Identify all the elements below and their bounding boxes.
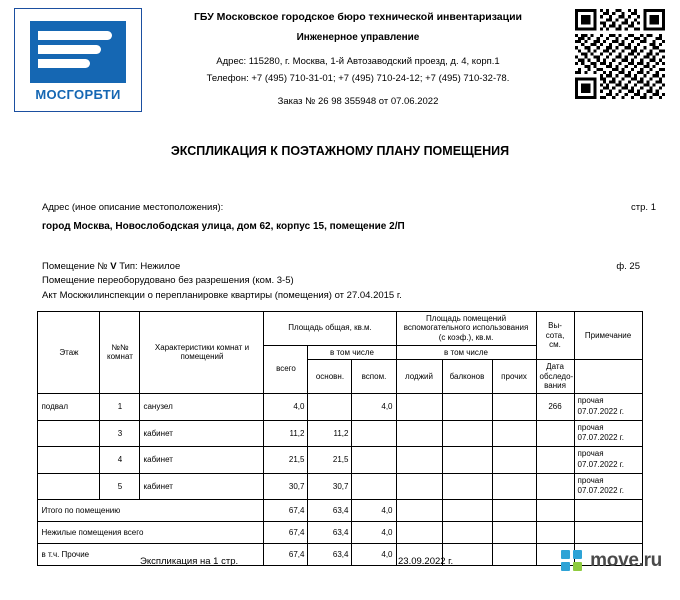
cell-height — [536, 473, 574, 500]
th-loggia: лоджий — [396, 360, 442, 394]
org-address: Адрес: 115280, г. Москва, 1-й Автозаводский проезд, д. 4, корп.1 — [216, 55, 500, 67]
address-value: город Москва, Новослободская улица, дом 62, корпус 15, помещение 2/П — [42, 221, 405, 232]
cell-room-no: 5 — [100, 473, 140, 500]
th-including: в том числе — [308, 345, 396, 360]
bti-logo — [14, 8, 142, 112]
premise-note-line: Помещение переоборудовано без разрешения (ком. 3-5) — [42, 275, 294, 287]
total-total: 67,4 — [264, 522, 308, 544]
th-empty-spacer — [574, 360, 642, 394]
cell-note — [574, 393, 642, 420]
order-number: Заказ № 26 98 355948 от 07.06.2022 — [277, 96, 439, 108]
pages-note: Экспликация на 1 стр. — [140, 556, 239, 567]
cell-floor — [38, 420, 100, 447]
total-height — [536, 500, 574, 522]
note-type: прочая — [577, 395, 604, 405]
cell-total: 4,0 — [264, 393, 308, 420]
table-row — [38, 473, 642, 500]
cell-height: 266 — [536, 393, 574, 420]
note-type: прочая — [577, 422, 604, 432]
note-type: прочая — [577, 449, 604, 459]
cell-loggia — [396, 393, 442, 420]
cell-other — [492, 473, 536, 500]
org-phones: Телефон: +7 (495) 710-31-01; +7 (495) 710-24-12; +7 (495) 710-32-78. — [206, 73, 510, 85]
page-number: стр. 1 — [631, 202, 656, 213]
th-floor: Этаж — [38, 311, 100, 393]
table-row — [38, 420, 642, 447]
org-name: ГБУ Московское городское бюро технической инвентаризации — [193, 11, 523, 23]
note-date: 07.07.2022 г. — [577, 406, 624, 416]
cell-total: 21,5 — [264, 447, 308, 474]
cell-height — [536, 420, 574, 447]
qr-code-icon — [574, 8, 666, 100]
total-loggia — [396, 500, 442, 522]
document-footer — [0, 550, 680, 584]
premise-number-value: V — [110, 261, 117, 272]
cell-aux — [352, 420, 396, 447]
total-label: Нежилые помещения всего — [38, 522, 264, 544]
premise-number-line — [42, 260, 662, 274]
move-ru-brand-text: move.ru — [590, 550, 662, 571]
note-date: 07.07.2022 г. — [577, 459, 624, 469]
cell-total: 30,7 — [264, 473, 308, 500]
cell-other — [492, 393, 536, 420]
cell-loggia — [396, 420, 442, 447]
bti-logo-text: МОСГОРБТИ — [35, 86, 121, 102]
th-characteristics: Характеристики комнат и помещений — [140, 311, 264, 393]
cell-height — [536, 447, 574, 474]
cell-other — [492, 420, 536, 447]
note-date: 07.07.2022 г. — [577, 486, 624, 496]
total-note — [574, 500, 642, 522]
table-row — [38, 447, 642, 474]
cell-other — [492, 447, 536, 474]
cell-balcony — [442, 420, 492, 447]
cell-characteristic: кабинет — [140, 447, 264, 474]
total-main: 63,4 — [308, 522, 352, 544]
cell-note — [574, 473, 642, 500]
cell-room-no: 4 — [100, 447, 140, 474]
bti-logo-mark-icon — [30, 21, 126, 83]
th-balcony: балконов — [442, 360, 492, 394]
cell-room-no: 3 — [100, 420, 140, 447]
premise-number-prefix: Помещение № — [42, 261, 108, 272]
cell-room-no: 1 — [100, 393, 140, 420]
th-height: Вы- сота, см. — [536, 311, 574, 359]
cell-characteristic: кабинет — [140, 420, 264, 447]
cell-aux — [352, 447, 396, 474]
total-label: в т.ч. Прочие — [38, 544, 264, 566]
th-other: прочих — [492, 360, 536, 394]
address-block — [42, 202, 662, 232]
th-rooms-no: №№ комнат — [100, 311, 140, 393]
cell-aux: 4,0 — [352, 393, 396, 420]
cell-main: 21,5 — [308, 447, 352, 474]
total-loggia — [396, 522, 442, 544]
cell-balcony — [442, 393, 492, 420]
total-balcony — [442, 522, 492, 544]
th-aux: вспом. — [352, 360, 396, 394]
move-ru-logo-icon — [561, 550, 583, 572]
explication-table — [37, 311, 642, 567]
note-date: 07.07.2022 г. — [577, 433, 624, 443]
total-aux: 4,0 — [352, 544, 396, 566]
cell-note — [574, 447, 642, 474]
total-height — [536, 522, 574, 544]
th-total: всего — [264, 345, 308, 393]
total-total: 67,4 — [264, 500, 308, 522]
cell-balcony — [442, 447, 492, 474]
cell-main: 30,7 — [308, 473, 352, 500]
cell-loggia — [396, 473, 442, 500]
form-number: ф. 25 — [616, 261, 640, 272]
th-main: основн. — [308, 360, 352, 394]
page-title: ЭКСПЛИКАЦИЯ К ПОЭТАЖНОМУ ПЛАНУ ПОМЕЩЕНИЯ — [170, 144, 510, 158]
cell-aux — [352, 473, 396, 500]
th-survey-date: Дата обследо- вания — [536, 360, 574, 394]
premise-act-line: Акт Москжилинспекции о перепланировке квартиры (помещения) от 27.04.2015 г. — [42, 289, 402, 301]
premise-info — [42, 260, 662, 303]
total-main: 63,4 — [308, 500, 352, 522]
th-note: Примечание — [574, 311, 642, 359]
total-main: 63,4 — [308, 544, 352, 566]
total-other — [492, 500, 536, 522]
cell-total: 11,2 — [264, 420, 308, 447]
cell-balcony — [442, 473, 492, 500]
cell-floor — [38, 473, 100, 500]
premise-type: Тип: Нежилое — [119, 261, 181, 272]
qr-code — [574, 8, 666, 112]
th-including-2: в том числе — [396, 345, 536, 360]
cell-floor: подвал — [38, 393, 100, 420]
total-balcony — [442, 500, 492, 522]
cell-main — [308, 393, 352, 420]
table-total-row — [38, 500, 642, 522]
cell-characteristic: кабинет — [140, 473, 264, 500]
note-type: прочая — [577, 475, 604, 485]
header-org-info — [142, 8, 574, 112]
th-area-total-group: Площадь общая, кв.м. — [264, 311, 396, 345]
total-total: 67,4 — [264, 544, 308, 566]
total-aux: 4,0 — [352, 500, 396, 522]
table-total-row — [38, 522, 642, 544]
document-date: 23.09.2022 г. — [398, 556, 454, 567]
address-label: Адрес (иное описание местоположения): — [42, 202, 224, 213]
cell-note — [574, 420, 642, 447]
total-label: Итого по помещению — [38, 500, 264, 522]
total-aux: 4,0 — [352, 522, 396, 544]
move-ru-watermark — [561, 550, 662, 572]
total-other — [492, 522, 536, 544]
cell-characteristic: санузел — [140, 393, 264, 420]
th-aux-group: Площадь помещений вспомогательного использования (с коэф.), кв.м. — [396, 311, 536, 345]
org-department: Инженерное управление — [296, 32, 420, 44]
document-header — [0, 0, 680, 112]
cell-loggia — [396, 447, 442, 474]
total-note — [574, 522, 642, 544]
cell-main: 11,2 — [308, 420, 352, 447]
table-row — [38, 393, 642, 420]
cell-floor — [38, 447, 100, 474]
